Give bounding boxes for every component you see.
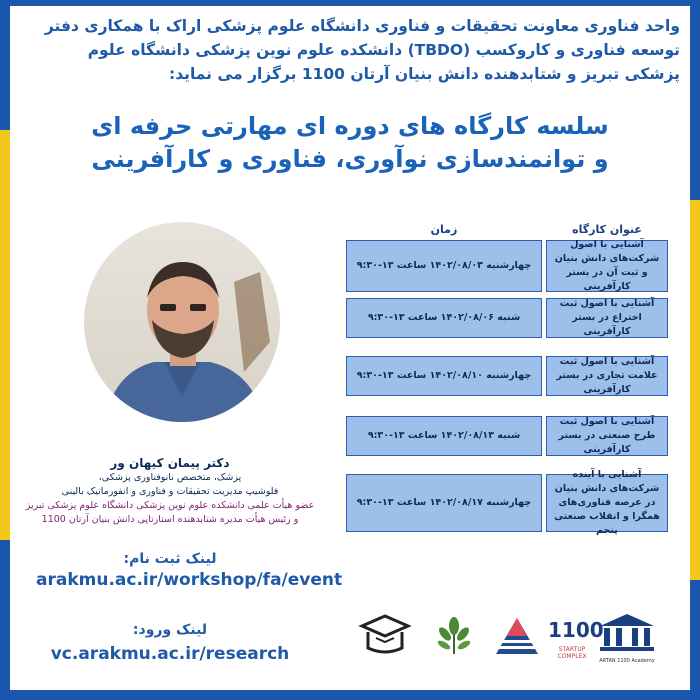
left-border	[0, 0, 10, 700]
speaker-title-2: فلوشیپ مدیریت تحقیقات و فناوری و انفورماتیک بالینی	[61, 486, 279, 497]
schedule-header	[346, 222, 668, 238]
col-header-time: زمان	[430, 223, 458, 236]
workshop-title: آشنایی با اصول ثبت طرح صنعتی در بستر کارآفرینی	[546, 416, 668, 456]
tbdo-logo	[356, 612, 414, 668]
speaker-title-3: عضو هیأت علمی دانشکده علوم نوین پزشکی دانشگاه علوم پزشکی تبریز	[25, 500, 315, 511]
workshop-title: آشنایی با اصول شرکت‌های دانش بنیان و ثبت آن در بستر کارآفرینی	[546, 240, 668, 292]
speaker-photo	[84, 222, 280, 422]
page-title	[40, 110, 660, 176]
leaf-logo	[432, 614, 476, 668]
workshop-time: چهارشنبه ۱۴۰۲/۰۸/۱۰ ساعت ۱۳-۹:۳۰	[346, 356, 542, 396]
left-yellow-accent	[0, 130, 10, 540]
pyramid-logo	[492, 614, 542, 668]
workshop-time: چهارشنبه ۱۴۰۲/۰۸/۱۷ ساعت ۱۳-۹:۳۰	[346, 474, 542, 532]
schedule-row	[346, 356, 668, 396]
schedule-table	[346, 222, 668, 536]
speaker-title-1: پزشک، متخصص نانوفناوری پزشکی،	[98, 472, 242, 483]
title-line-2: و توانمندسازی نوآوری، فناوری و کارآفرینی	[91, 145, 609, 173]
bottom-border	[0, 690, 700, 700]
intro-line-2: توسعه فناوری و کاروکسب (TBDO) دانشکده علوم نوین پزشکی دانشگاه علوم	[87, 41, 680, 59]
schedule-row	[346, 469, 668, 536]
register-link[interactable]: arakmu.ac.ir/workshop/fa/event	[36, 570, 343, 590]
schedule-row	[346, 240, 668, 292]
login-label: لینک ورود:	[132, 622, 208, 638]
intro-text	[40, 14, 680, 86]
top-border	[0, 0, 700, 6]
intro-line-1: واحد فناوری معاونت تحقیقات و فناوری دانشگاه علوم پزشکی اراک با همکاری دفتر	[44, 17, 680, 35]
speaker-info	[20, 455, 320, 527]
artan-logo	[596, 612, 658, 670]
right-yellow-accent	[690, 200, 700, 580]
schedule-row	[346, 416, 668, 456]
workshop-time: چهارشنبه ۱۴۰۲/۰۸/۰۳ ساعت ۱۳-۹:۳۰	[346, 240, 542, 292]
title-line-1: سلسه کارگاه های دوره ای مهارتی حرفه ای	[91, 112, 609, 140]
register-label: لینک ثبت نام:	[123, 551, 217, 567]
speaker-title-4: و رئیس هیأت مدیره شتابدهنده استارتاپی دانش بنیان آرتان 1100	[41, 514, 299, 525]
workshop-title: آشنایی با اصول ثبت اختراع در بستر کارآفرینی	[546, 298, 668, 338]
startup-complex-logo	[548, 618, 604, 670]
right-border	[690, 0, 700, 700]
col-header-title: عنوان کارگاه	[572, 223, 642, 236]
speaker-name: دکتر پیمان کیهان ور	[110, 456, 230, 470]
startup-logo-caption: STARTUP COMPLEX	[557, 646, 587, 660]
artan-logo-caption: ARTAN 1100 Academy	[599, 658, 655, 664]
login-link[interactable]: vc.arakmu.ac.ir/research	[50, 644, 290, 664]
workshop-time: شنبه ۱۴۰۲/۰۸/۱۳ ساعت ۱۳-۹:۳۰	[346, 416, 542, 456]
workshop-title: آشنایی با آینده شرکت‌های دانش بنیان در عرصه فناوری‌های همگرا و انقلاب صنعتی پنجم	[546, 474, 668, 532]
workshop-time: شنبه ۱۴۰۲/۰۸/۰۶ ساعت ۱۳-۹:۳۰	[346, 298, 542, 338]
startup-logo-number: 1100	[548, 618, 604, 642]
schedule-row	[346, 298, 668, 338]
workshop-title: آشنایی با اصول ثبت علامت تجاری در بستر کارآفرینی	[546, 356, 668, 396]
intro-line-3: پزشکی تبریز و شتابدهنده دانش بنیان آرتان 1100 برگزار می نماید:	[169, 65, 680, 83]
